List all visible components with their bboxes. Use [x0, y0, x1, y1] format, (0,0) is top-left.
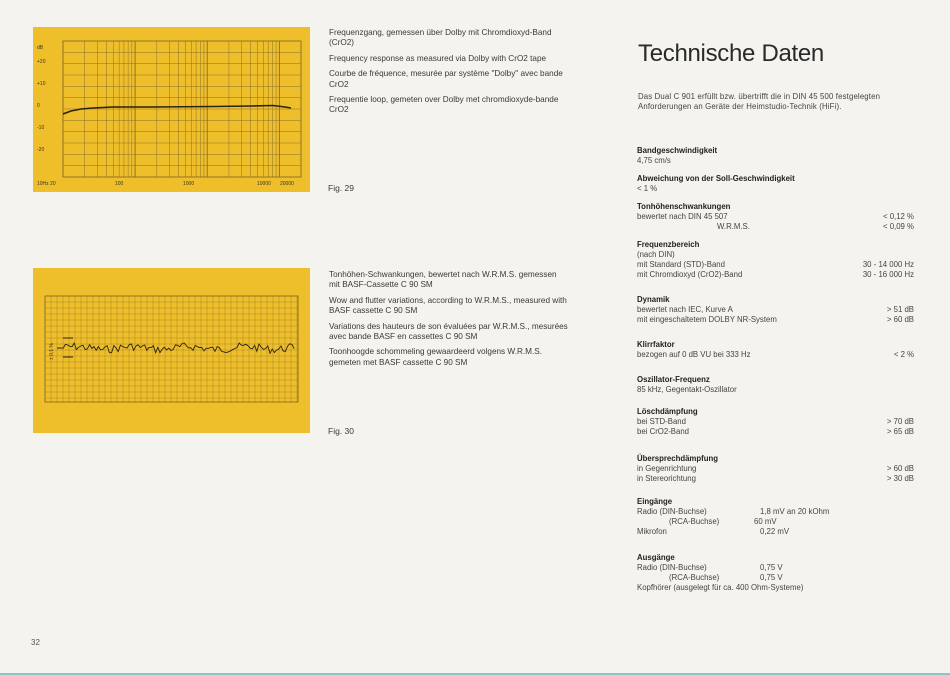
spec-distortion — [637, 340, 922, 360]
spec-row-value: > 70 dB — [886, 417, 914, 426]
x-tick-label: 1000 — [183, 181, 195, 187]
spec-inputs — [637, 497, 922, 537]
fig30-caption-en: Wow and flutter variations, according to W.R.M.S., measured with BASF cassette C 90 SM — [329, 295, 567, 316]
y-tick-label: -20 — [37, 147, 45, 153]
x-tick-label: 10000 — [257, 181, 271, 187]
spec-heading: Dynamik — [637, 295, 670, 304]
page-title: Technische Daten — [638, 40, 824, 67]
spec-oscillator — [637, 375, 922, 395]
frequency-response-chart — [33, 27, 310, 192]
spec-row-value: > 60 dB — [886, 315, 914, 324]
spec-tape-speed — [637, 146, 922, 166]
fig29-label: Fig. 29 — [328, 183, 354, 193]
spec-row-value: < 0,12 % — [883, 212, 914, 221]
spec-heading: Frequenzbereich — [637, 240, 700, 249]
spec-heading: Eingänge — [637, 497, 673, 506]
spec-row-value: < 2 % — [893, 350, 914, 359]
spec-row-label: in Stereorichtung — [637, 474, 696, 483]
fig30-caption-fr: Variations des hauteurs de son évaluées par W.R.M.S., mesurées avec bande BASF en cassettes C 90 SM — [329, 321, 568, 342]
page-number: 32 — [31, 638, 40, 647]
spec-row-label: mit Standard (STD)-Band — [637, 260, 725, 269]
spec-row-value: 1,8 mV an 20 kOhm — [760, 507, 830, 516]
spec-row-label: bewertet nach DIN 45 507 — [637, 212, 728, 221]
fig29-caption — [329, 28, 569, 121]
spec-row-label: in Gegenrichtung — [637, 464, 697, 473]
spec-heading: Klirrfaktor — [637, 340, 675, 349]
spec-heading: Übersprechdämpfung — [637, 454, 719, 463]
x-tick-label: 100 — [115, 181, 124, 187]
y-tick-label: -10 — [37, 125, 45, 131]
fig30-caption-nl: Toonhoogde schommeling gewaardeerd volgens W.R.M.S. gemeten met BASF cassette C 90 SM — [329, 347, 542, 367]
fig29-caption-en: Frequency response as measured via Dolby with CrO2 tape — [329, 53, 547, 63]
y-tick-label: +20 — [37, 59, 46, 65]
spec-crosstalk — [637, 454, 922, 484]
intro-paragraph: Das Dual C 901 erfüllt bzw. übertrifft die in DIN 45 500 festgelegten Anforderungen an Geräte der Heimstudio-Technik (HiFi). — [638, 92, 881, 112]
spec-wow-flutter — [637, 202, 922, 232]
spec-value: 4,75 cm/s — [637, 156, 671, 165]
x-tick-label: 20000 — [280, 181, 294, 187]
y-tick-label: dB — [37, 45, 44, 51]
spec-row-label: mit eingeschaltetem DOLBY NR-System — [637, 315, 777, 324]
spec-row-value: 60 mV — [754, 517, 777, 526]
spec-row-label: mit Chromdioxyd (CrO2)-Band — [637, 270, 743, 279]
flutter-trace — [57, 343, 294, 353]
spec-row-value: 30 - 16 000 Hz — [862, 270, 914, 279]
frequency-response-plot — [33, 27, 310, 192]
fig29-caption-de: Frequenzgang, gemessen über Dolby mit Chromdioxyd-Band (CrO2) — [329, 28, 552, 48]
spec-row-label: Mikrofon — [637, 527, 667, 536]
spec-row-label: bei CrO2-Band — [637, 427, 690, 436]
spec-row-label: W.R.M.S. — [717, 222, 750, 231]
spec-row-label: (nach DIN) — [637, 250, 675, 259]
spec-erase-attenuation — [637, 407, 922, 437]
spec-value: < 1 % — [637, 184, 658, 193]
spec-row-label: (RCA-Buchse) — [669, 517, 720, 526]
spec-frequency-range — [637, 240, 922, 280]
fig30-label: Fig. 30 — [328, 426, 354, 436]
spec-heading: Ausgänge — [637, 553, 675, 562]
spec-row-label: Kopfhörer (ausgelegt für ca. 400 Ohm-Systeme) — [637, 583, 804, 592]
spec-row-value: > 30 dB — [886, 474, 914, 483]
spec-row-label: (RCA-Buchse) — [669, 573, 720, 582]
spec-row-label: Radio (DIN-Buchse) — [637, 507, 707, 516]
spec-heading: Tonhöhenschwankungen — [637, 202, 731, 211]
spec-dynamic-range — [637, 295, 922, 325]
spec-heading: Bandgeschwindigkeit — [637, 146, 718, 155]
spec-row-value: < 0,09 % — [883, 222, 914, 231]
spec-row-label: bei STD-Band — [637, 417, 686, 426]
spec-row-value: > 65 dB — [886, 427, 914, 436]
wow-flutter-plot — [33, 268, 310, 433]
spec-heading: Abweichung von der Soll-Geschwindigkeit — [637, 174, 795, 183]
spec-row-value: 0,22 mV — [760, 527, 790, 536]
spec-row-label: bezogen auf 0 dB VU bei 333 Hz — [637, 350, 751, 359]
spec-speed-deviation — [637, 174, 922, 194]
spec-row-value: 0,75 V — [760, 563, 783, 572]
spec-row-label: Radio (DIN-Buchse) — [637, 563, 707, 572]
fig29-caption-fr: Courbe de fréquence, mesurée par système "Dolby" avec bande CrO2 — [329, 69, 563, 89]
y-axis-label: ± 0,1 % — [49, 343, 55, 360]
spec-row-label: bewertet nach IEC, Kurve A — [637, 305, 733, 314]
spec-outputs — [637, 553, 922, 593]
spec-value: 85 kHz, Gegentakt-Oszillator — [637, 385, 737, 394]
spec-row-value: 30 - 14 000 Hz — [862, 260, 914, 269]
fig30-caption-de: Tonhöhen-Schwankungen, bewertet nach W.R.M.S. gemessen mit BASF-Cassette C 90 SM — [329, 270, 557, 290]
spec-row-value: > 60 dB — [886, 464, 914, 473]
y-tick-label: +10 — [37, 81, 46, 87]
y-tick-label: 0 — [37, 103, 40, 109]
fig30-caption — [329, 270, 569, 373]
spec-row-value: 0,75 V — [760, 573, 783, 582]
x-tick-label: 10Hz 20 — [37, 181, 56, 187]
wow-flutter-chart — [33, 268, 310, 433]
spec-row-value: > 51 dB — [886, 305, 914, 314]
spec-heading: Löschdämpfung — [637, 407, 698, 416]
spec-heading: Oszillator-Frequenz — [637, 375, 710, 384]
fig29-caption-nl: Frequentie loop, gemeten over Dolby met chromdioxyde-bande CrO2 — [329, 95, 559, 115]
